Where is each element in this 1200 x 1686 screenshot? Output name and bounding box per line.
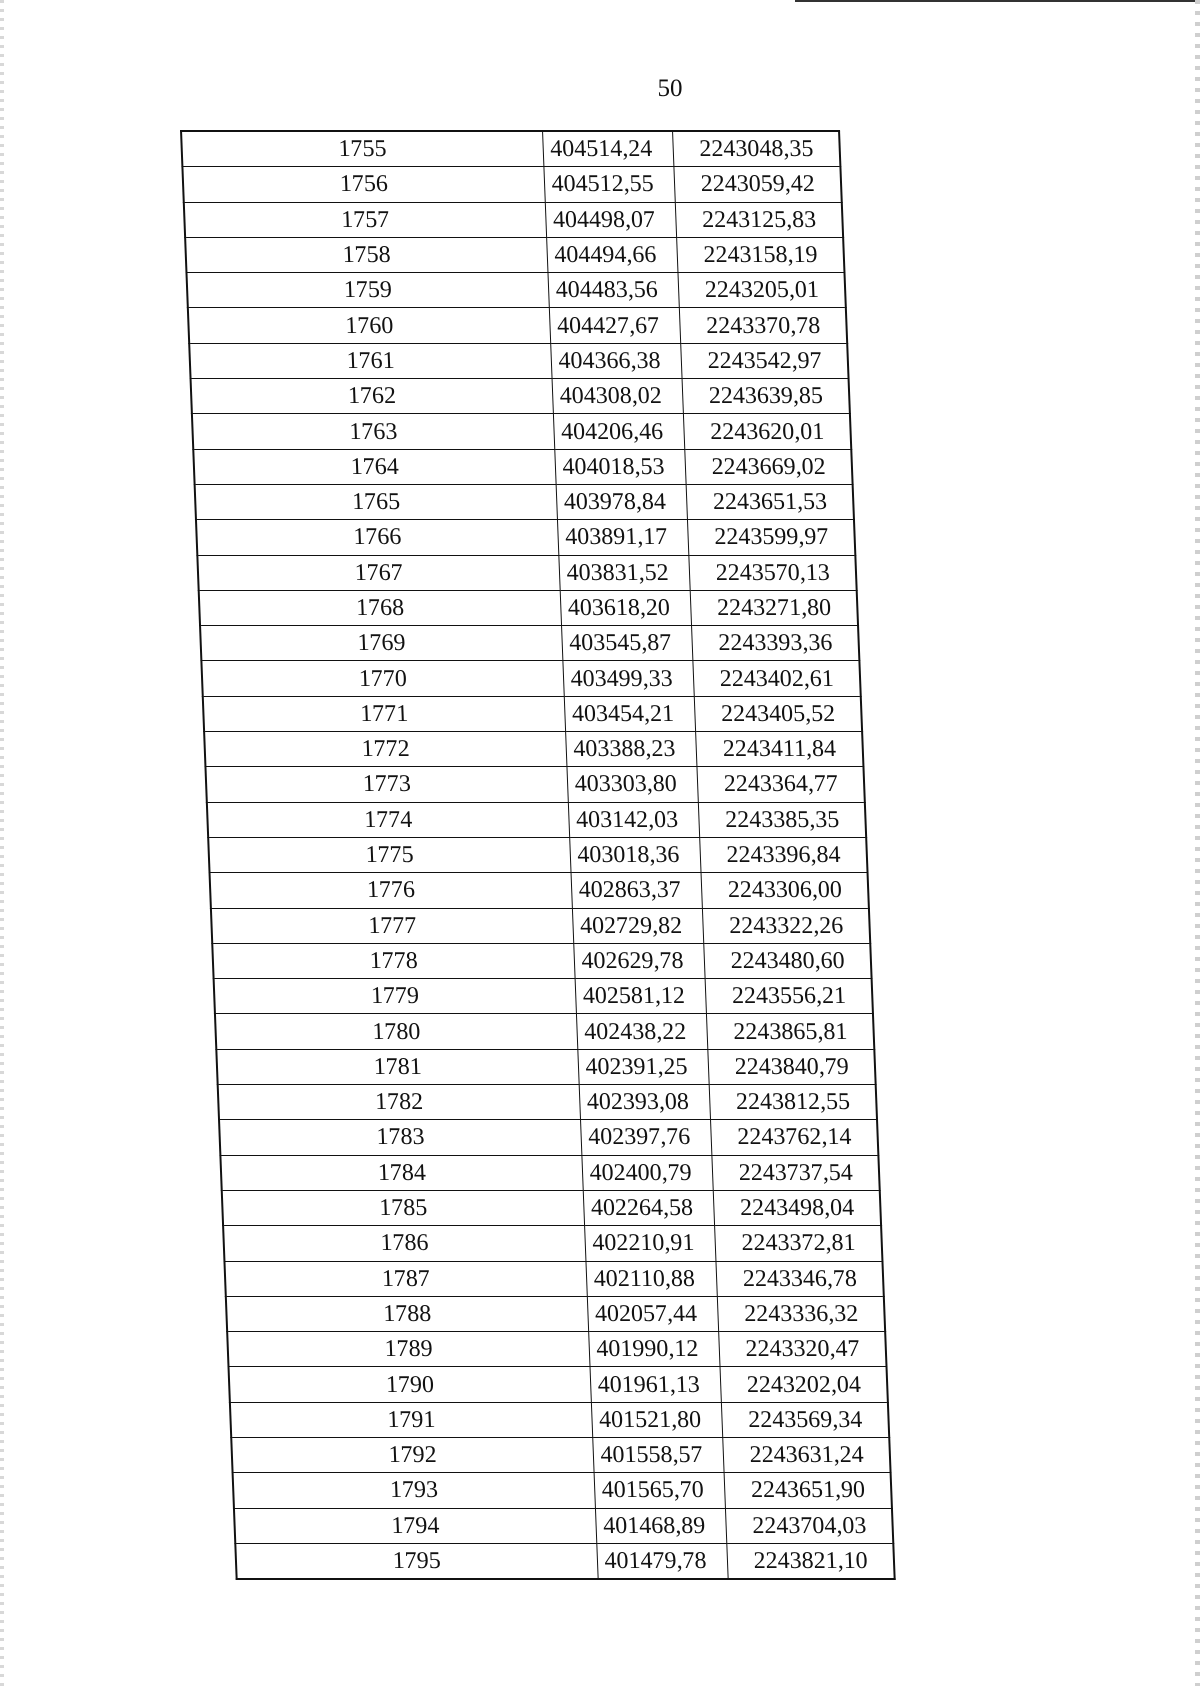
- table-row: [196, 520, 855, 555]
- x-coordinate-cell: 402110,88: [585, 1261, 717, 1296]
- table-row: [224, 1261, 883, 1296]
- y-coordinate-cell: 2243569,34: [722, 1402, 889, 1437]
- y-coordinate-cell: 2243411,84: [696, 732, 863, 767]
- point-number-cell: 1779: [214, 979, 576, 1014]
- point-number-cell: 1789: [227, 1332, 589, 1367]
- y-coordinate-cell: 2243651,90: [724, 1473, 891, 1508]
- x-coordinate-cell: 403545,87: [561, 626, 693, 661]
- point-number-cell: 1790: [229, 1367, 591, 1402]
- table-row: [197, 555, 856, 590]
- point-number-cell: 1766: [196, 520, 558, 555]
- table-row: [182, 167, 841, 202]
- y-coordinate-cell: 2243393,36: [692, 626, 859, 661]
- table-row: [227, 1332, 886, 1367]
- point-number-cell: 1757: [184, 202, 546, 237]
- point-number-cell: 1774: [207, 802, 569, 837]
- table-row: [233, 1473, 892, 1508]
- y-coordinate-cell: 2243048,35: [673, 131, 841, 167]
- x-coordinate-cell: 404512,55: [543, 167, 675, 202]
- point-number-cell: 1762: [191, 379, 553, 414]
- y-coordinate-cell: 2243570,13: [689, 555, 856, 590]
- table-row: [184, 202, 843, 237]
- table-row: [219, 1120, 878, 1155]
- y-coordinate-cell: 2243631,24: [723, 1437, 890, 1472]
- point-number-cell: 1761: [189, 343, 551, 378]
- x-coordinate-cell: 402210,91: [584, 1226, 716, 1261]
- point-number-cell: 1765: [195, 484, 557, 519]
- point-number-cell: 1777: [211, 908, 573, 943]
- y-coordinate-cell: 2243542,97: [681, 343, 848, 378]
- y-coordinate-cell: 2243651,53: [686, 484, 853, 519]
- x-coordinate-cell: 401468,89: [595, 1508, 727, 1543]
- y-coordinate-cell: 2243396,84: [700, 837, 867, 872]
- x-coordinate-cell: 401558,57: [592, 1437, 724, 1472]
- y-coordinate-cell: 2243336,32: [718, 1296, 885, 1331]
- table-row: [191, 379, 850, 414]
- point-number-cell: 1769: [200, 626, 562, 661]
- x-coordinate-cell: 404483,56: [548, 273, 680, 308]
- point-number-cell: 1791: [230, 1402, 592, 1437]
- x-coordinate-cell: 402264,58: [583, 1190, 715, 1225]
- coordinates-table: [180, 130, 896, 1580]
- point-number-cell: 1767: [197, 555, 559, 590]
- x-coordinate-cell: 403618,20: [560, 590, 692, 625]
- y-coordinate-cell: 2243346,78: [716, 1261, 883, 1296]
- table-row: [231, 1437, 890, 1472]
- page-number: 50: [657, 75, 683, 102]
- table-row: [203, 696, 862, 731]
- table-row: [192, 414, 851, 449]
- point-number-cell: 1770: [201, 661, 563, 696]
- top-rule: [795, 0, 1200, 2]
- x-coordinate-cell: 404427,67: [549, 308, 681, 343]
- y-coordinate-cell: 2243059,42: [674, 167, 841, 202]
- table-row: [222, 1190, 881, 1225]
- y-coordinate-cell: 2243639,85: [682, 379, 849, 414]
- point-number-cell: 1771: [203, 696, 565, 731]
- point-number-cell: 1781: [216, 1049, 578, 1084]
- y-coordinate-cell: 2243498,04: [714, 1190, 881, 1225]
- table-row: [200, 626, 859, 661]
- point-number-cell: 1784: [220, 1155, 582, 1190]
- table-row: [207, 802, 866, 837]
- x-coordinate-cell: 401521,80: [591, 1402, 723, 1437]
- table-row: [230, 1402, 889, 1437]
- y-coordinate-cell: 2243737,54: [712, 1155, 879, 1190]
- y-coordinate-cell: 2243821,10: [727, 1543, 895, 1579]
- x-coordinate-cell: 402863,37: [571, 873, 703, 908]
- table-row: [220, 1155, 879, 1190]
- point-number-cell: 1785: [222, 1190, 584, 1225]
- point-number-cell: 1772: [204, 732, 566, 767]
- x-coordinate-cell: 402391,25: [577, 1049, 709, 1084]
- x-coordinate-cell: 404514,24: [542, 131, 674, 167]
- y-coordinate-cell: 2243812,55: [710, 1085, 877, 1120]
- y-coordinate-cell: 2243865,81: [707, 1014, 874, 1049]
- point-number-cell: 1760: [188, 308, 550, 343]
- point-number-cell: 1780: [215, 1014, 577, 1049]
- table-row: [181, 131, 840, 167]
- table-row: [193, 449, 852, 484]
- x-coordinate-cell: 403454,21: [564, 696, 696, 731]
- point-number-cell: 1768: [199, 590, 561, 625]
- table-row: [234, 1508, 893, 1543]
- x-coordinate-cell: 401479,78: [596, 1543, 728, 1579]
- x-coordinate-cell: 403142,03: [568, 802, 700, 837]
- point-number-cell: 1776: [210, 873, 572, 908]
- table-row: [212, 943, 871, 978]
- x-coordinate-cell: 404206,46: [553, 414, 685, 449]
- y-coordinate-cell: 2243385,35: [699, 802, 866, 837]
- y-coordinate-cell: 2243370,78: [680, 308, 847, 343]
- table-row: [226, 1296, 885, 1331]
- y-coordinate-cell: 2243620,01: [684, 414, 851, 449]
- point-number-cell: 1794: [234, 1508, 596, 1543]
- x-coordinate-cell: 404366,38: [550, 343, 682, 378]
- table-row: [214, 979, 873, 1014]
- y-coordinate-cell: 2243402,61: [693, 661, 860, 696]
- y-coordinate-cell: 2243480,60: [704, 943, 871, 978]
- y-coordinate-cell: 2243364,77: [697, 767, 864, 802]
- point-number-cell: 1764: [193, 449, 555, 484]
- point-number-cell: 1763: [192, 414, 554, 449]
- point-number-cell: 1775: [208, 837, 570, 872]
- point-number-cell: 1783: [219, 1120, 581, 1155]
- x-coordinate-cell: 402629,78: [573, 943, 705, 978]
- point-number-cell: 1788: [226, 1296, 588, 1331]
- point-number-cell: 1778: [212, 943, 574, 978]
- x-coordinate-cell: 403891,17: [557, 520, 689, 555]
- scan-edge-left: [0, 0, 4, 1686]
- x-coordinate-cell: 402393,08: [579, 1085, 711, 1120]
- table-body: [181, 131, 895, 1579]
- y-coordinate-cell: 2243599,97: [688, 520, 855, 555]
- y-coordinate-cell: 2243556,21: [705, 979, 872, 1014]
- y-coordinate-cell: 2243202,04: [720, 1367, 887, 1402]
- table-row: [199, 590, 858, 625]
- table-row: [189, 343, 848, 378]
- x-coordinate-cell: 403831,52: [558, 555, 690, 590]
- point-number-cell: 1758: [185, 237, 547, 272]
- x-coordinate-cell: 404018,53: [554, 449, 686, 484]
- point-number-cell: 1773: [205, 767, 567, 802]
- table-row: [185, 237, 844, 272]
- y-coordinate-cell: 2243669,02: [685, 449, 852, 484]
- table-row: [188, 308, 847, 343]
- table-row: [210, 873, 869, 908]
- point-number-cell: 1792: [231, 1437, 593, 1472]
- y-coordinate-cell: 2243840,79: [708, 1049, 875, 1084]
- x-coordinate-cell: 403388,23: [565, 732, 697, 767]
- y-coordinate-cell: 2243306,00: [701, 873, 868, 908]
- x-coordinate-cell: 403978,84: [556, 484, 688, 519]
- x-coordinate-cell: 403018,36: [569, 837, 701, 872]
- x-coordinate-cell: 403303,80: [567, 767, 699, 802]
- x-coordinate-cell: 402438,22: [576, 1014, 708, 1049]
- table-row: [208, 837, 867, 872]
- table-row: [204, 732, 863, 767]
- scan-edge-right: [1195, 0, 1200, 1686]
- table-row: [235, 1543, 894, 1579]
- x-coordinate-cell: 402057,44: [587, 1296, 719, 1331]
- point-number-cell: 1795: [235, 1543, 597, 1579]
- x-coordinate-cell: 402729,82: [572, 908, 704, 943]
- point-number-cell: 1793: [233, 1473, 595, 1508]
- x-coordinate-cell: 404494,66: [546, 237, 678, 272]
- point-number-cell: 1782: [218, 1085, 580, 1120]
- table-row: [216, 1049, 875, 1084]
- x-coordinate-cell: 404498,07: [545, 202, 677, 237]
- y-coordinate-cell: 2243704,03: [726, 1508, 893, 1543]
- y-coordinate-cell: 2243125,83: [676, 202, 843, 237]
- y-coordinate-cell: 2243158,19: [677, 237, 844, 272]
- x-coordinate-cell: 401961,13: [590, 1367, 722, 1402]
- point-number-cell: 1787: [224, 1261, 586, 1296]
- point-number-cell: 1786: [223, 1226, 585, 1261]
- table-row: [218, 1085, 877, 1120]
- y-coordinate-cell: 2243762,14: [711, 1120, 878, 1155]
- x-coordinate-cell: 401565,70: [594, 1473, 726, 1508]
- x-coordinate-cell: 401990,12: [588, 1332, 720, 1367]
- table-row: [205, 767, 864, 802]
- x-coordinate-cell: 403499,33: [562, 661, 694, 696]
- table-row: [201, 661, 860, 696]
- table-row: [223, 1226, 882, 1261]
- table-row: [229, 1367, 888, 1402]
- x-coordinate-cell: 402581,12: [575, 979, 707, 1014]
- table-row: [211, 908, 870, 943]
- table-row: [186, 273, 845, 308]
- table-row: [215, 1014, 874, 1049]
- point-number-cell: 1755: [181, 131, 543, 167]
- y-coordinate-cell: 2243372,81: [715, 1226, 882, 1261]
- table-row: [195, 484, 854, 519]
- x-coordinate-cell: 404308,02: [552, 379, 684, 414]
- point-number-cell: 1756: [182, 167, 544, 202]
- x-coordinate-cell: 402397,76: [580, 1120, 712, 1155]
- y-coordinate-cell: 2243271,80: [691, 590, 858, 625]
- x-coordinate-cell: 402400,79: [581, 1155, 713, 1190]
- point-number-cell: 1759: [186, 273, 548, 308]
- y-coordinate-cell: 2243405,52: [695, 696, 862, 731]
- y-coordinate-cell: 2243320,47: [719, 1332, 886, 1367]
- y-coordinate-cell: 2243322,26: [703, 908, 870, 943]
- y-coordinate-cell: 2243205,01: [678, 273, 845, 308]
